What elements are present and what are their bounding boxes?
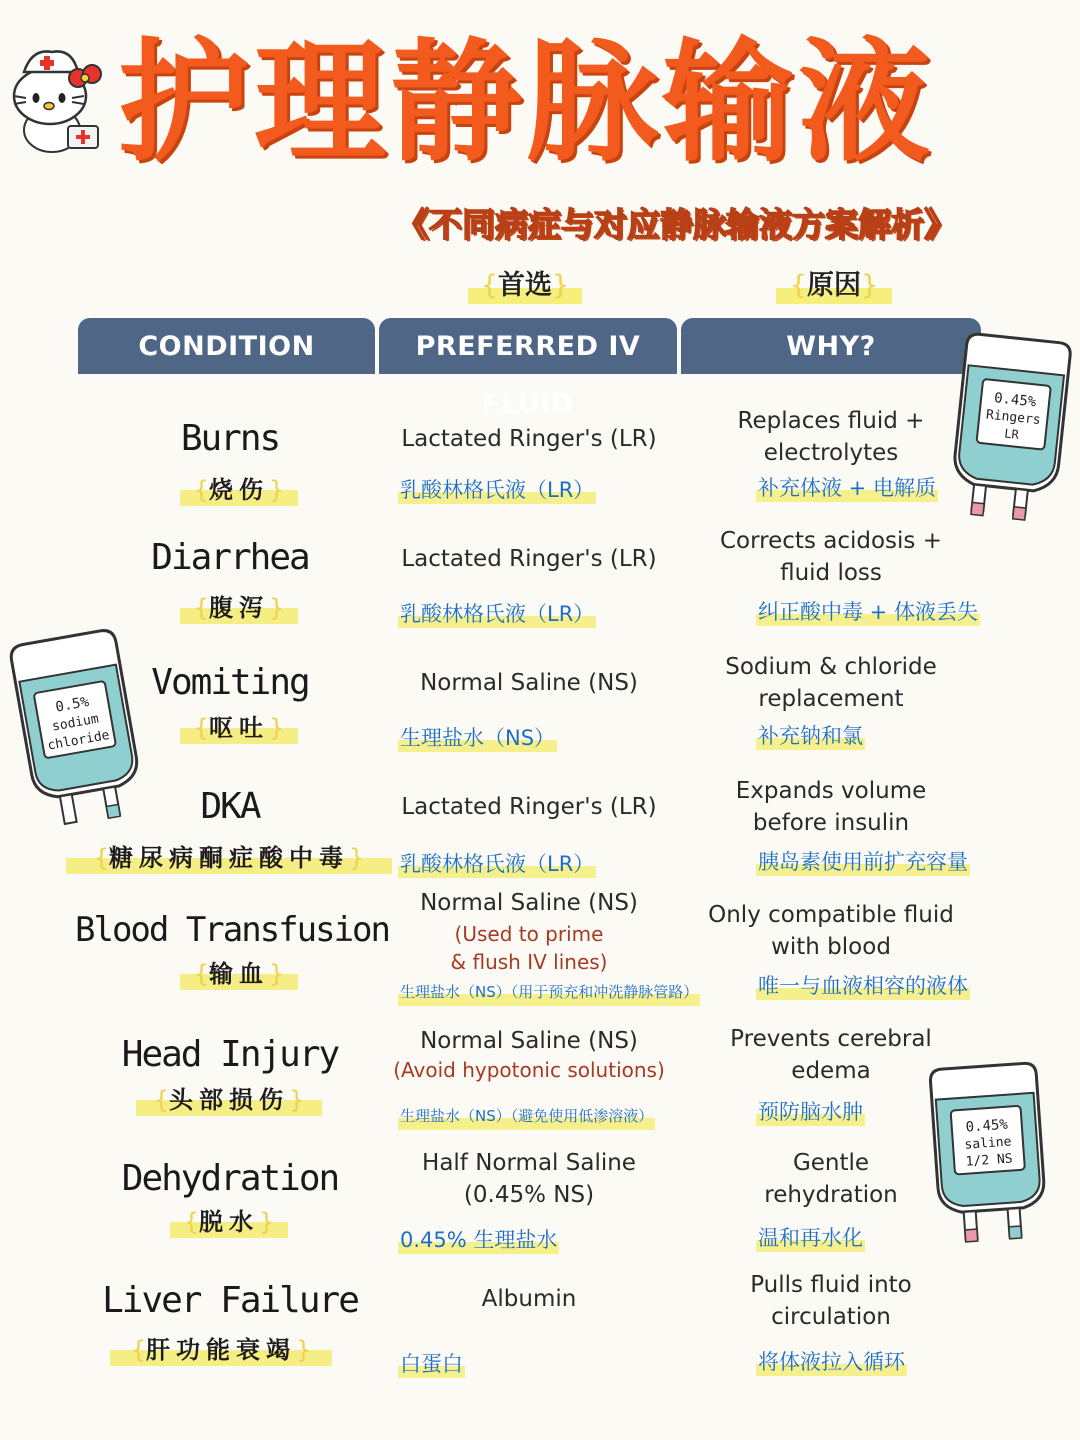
why-dka-line2: before insulin	[752, 810, 910, 836]
bag-bottom-line1: 0.45%	[965, 1116, 1009, 1136]
fluid-blood-transfusion: Normal Saline (NS)	[420, 890, 638, 916]
why-burns-line2: electrolytes	[763, 440, 899, 466]
condition-blood-transfusion: Blood Transfusion	[75, 910, 389, 950]
why-burns-line1: Replaces fluid +	[737, 408, 925, 434]
why-head-injury-line2: edema	[791, 1058, 871, 1084]
why-head-injury-line1: Prevents cerebral	[730, 1026, 932, 1052]
fluid-dehydration-line1: Half Normal Saline	[422, 1150, 636, 1176]
fluid-cn-burns: 乳酸林格氏液（LR）	[400, 478, 595, 502]
fluid-note-blood-line2: & flush IV lines)	[450, 950, 608, 974]
fluid-dka: Lactated Ringer's (LR)	[401, 794, 657, 820]
fluid-cn-diarrhea: 乳酸林格氏液（LR）	[400, 602, 595, 626]
why-vomiting-line1: Sodium & chloride	[725, 654, 937, 680]
fluid-cn-vomiting: 生理盐水（NS）	[400, 726, 556, 750]
condition-cn-dka: {糖尿病酮症酸中毒}	[66, 842, 392, 874]
why-cn-burns: 补充体液 + 电解质	[758, 476, 936, 500]
condition-diarrhea: Diarrhea	[151, 537, 309, 578]
fluid-cn-dka: 乳酸林格氏液（LR）	[400, 852, 595, 876]
bag-top-line2: Ringers	[985, 407, 1042, 429]
why-cn-head-injury: 预防脑水肿	[758, 1100, 863, 1124]
why-dehydration-line1: Gentle	[792, 1150, 870, 1176]
page-subtitle: 《不同病症与对应静脉输液方案解析》	[396, 205, 957, 244]
condition-dka: DKA	[200, 786, 260, 827]
condition-cn-liver-failure: {肝功能衰竭}	[110, 1334, 332, 1366]
why-vomiting-line2: replacement	[758, 686, 904, 712]
fluid-dehydration-line2: (0.45% NS)	[463, 1182, 595, 1208]
fluid-note-blood-line1: (Used to prime	[454, 922, 604, 946]
condition-cn-dehydration: {脱水}	[170, 1206, 288, 1238]
fluid-cn-head-injury: 生理盐水（NS）（避免使用低渗溶液）	[398, 1102, 655, 1130]
why-diarrhea-line1: Corrects acidosis +	[720, 528, 942, 554]
condition-dehydration: Dehydration	[121, 1158, 339, 1199]
bag-left-line1: 0.5%	[54, 694, 91, 716]
condition-burns: Burns	[180, 418, 280, 459]
bag-bottom-line2: saline	[964, 1134, 1012, 1153]
condition-vomiting: Vomiting	[151, 662, 309, 703]
condition-cn-head-injury: {头部损伤}	[136, 1084, 322, 1116]
condition-head-injury: Head Injury	[121, 1034, 339, 1075]
fluid-note-head-injury: (Avoid hypotonic solutions)	[393, 1058, 665, 1082]
why-dka-line1: Expands volume	[735, 778, 927, 804]
why-diarrhea-line2: fluid loss	[780, 560, 882, 586]
why-cn-diarrhea: 纠正酸中毒 + 体液丢失	[758, 600, 978, 624]
why-dehydration-line2: rehydration	[764, 1182, 898, 1208]
bag-left-line2: sodium	[51, 711, 100, 735]
bag-top-line1: 0.45%	[993, 390, 1037, 411]
iv-bag-sodium-chloride-icon	[4, 626, 154, 846]
condition-cn-burns: {烧伤}	[180, 474, 298, 506]
why-blood-line1: Only compatible fluid	[708, 902, 954, 928]
why-blood-line2: with blood	[771, 934, 891, 960]
condition-cn-vomiting: {呕吐}	[180, 712, 298, 744]
bag-bottom-line3: 1/2 NS	[965, 1151, 1014, 1170]
bag-top-line3: LR	[1003, 426, 1020, 442]
iv-bag-ringers-icon	[940, 330, 1080, 540]
page-title: 护理静脉输液	[118, 26, 934, 180]
why-cn-dka: 胰岛素使用前扩充容量	[758, 850, 968, 874]
why-liver-failure-line1: Pulls fluid into	[750, 1272, 912, 1298]
why-liver-failure-line2: circulation	[771, 1304, 891, 1330]
fluid-diarrhea: Lactated Ringer's (LR)	[401, 546, 657, 572]
why-cn-blood-transfusion: 唯一与血液相容的液体	[758, 974, 968, 998]
fluid-liver-failure: Albumin	[481, 1286, 577, 1312]
why-cn-liver-failure: 将体液拉入循环	[758, 1350, 905, 1374]
fluid-cn-liver-failure: 白蛋白	[400, 1352, 463, 1376]
condition-cn-diarrhea: {腹泻}	[180, 592, 298, 624]
condition-cn-blood-transfusion: {输血}	[180, 958, 298, 990]
header-condition: CONDITION	[78, 318, 375, 374]
iv-bag-half-saline-icon	[920, 1058, 1060, 1258]
nurse-kitty-sticker	[6, 38, 106, 156]
fluid-cn-blood-transfusion: 生理盐水（NS）（用于预充和冲洗静脉管路）	[398, 978, 700, 1006]
why-cn-dehydration: 温和再水化	[758, 1226, 863, 1250]
fluid-burns: Lactated Ringer's (LR)	[401, 426, 657, 452]
header-fluid: PREFERRED IV FLUID	[379, 318, 677, 374]
fluid-head-injury: Normal Saline (NS)	[420, 1028, 638, 1054]
preferred-tag: {首选}	[468, 268, 582, 304]
header-why: WHY?	[681, 318, 981, 374]
why-cn-vomiting: 补充钠和氯	[758, 724, 863, 748]
condition-liver-failure: Liver Failure	[102, 1280, 358, 1321]
fluid-cn-dehydration: 0.45% 生理盐水	[400, 1228, 558, 1252]
fluid-vomiting: Normal Saline (NS)	[420, 670, 638, 696]
bag-left-line3: chloride	[46, 727, 111, 754]
reason-tag: {原因}	[776, 268, 892, 304]
